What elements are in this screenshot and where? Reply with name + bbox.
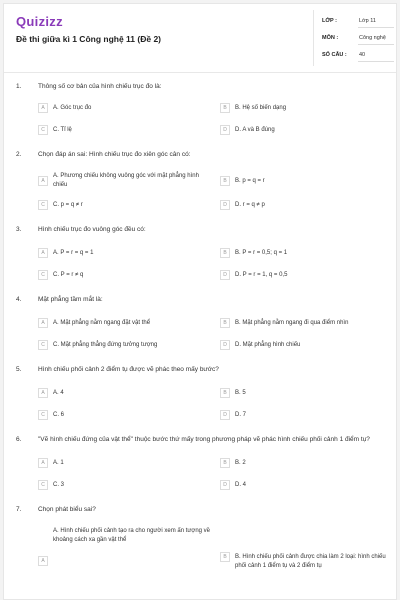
option-text: D. r = q ≠ p	[235, 202, 265, 208]
meta-underline	[358, 44, 394, 45]
option-letter-box: B	[220, 176, 230, 186]
meta-underline	[358, 27, 394, 28]
question-number: 7.	[16, 506, 22, 513]
option-letter-box: C	[38, 270, 48, 280]
question-number: 2.	[16, 151, 22, 158]
meta-row-subject	[322, 31, 396, 47]
meta-value: 40	[359, 52, 366, 58]
question-text: Chọn phát biểu sai?	[38, 506, 96, 513]
option-letter-box: C	[38, 410, 48, 420]
option-letter-box: A	[38, 388, 48, 398]
meta-key: LỚP :	[322, 18, 337, 24]
option-text: C. 6	[53, 412, 65, 418]
option-letter-box: A	[38, 103, 48, 113]
meta-value: Công nghệ	[359, 35, 386, 41]
option-letter-box: D	[220, 410, 230, 420]
option-text: B. 2	[235, 460, 246, 466]
meta-value: Lớp 11	[359, 18, 376, 24]
option-text: B. Hình chiếu phối cảnh được chia làm 2 loại: hình chiếu phối cảnh 1 điểm tụ và 2 điểm tụ	[235, 554, 386, 569]
option-text: B. Mặt phẳng nằm ngang đi qua điểm nhìn	[235, 320, 349, 326]
option-letter-box: D	[220, 125, 230, 135]
question-number: 5.	[16, 366, 22, 373]
question-text: Thông số cơ bản của hình chiếu trục đo là:	[38, 83, 162, 90]
worksheet-header	[4, 4, 398, 72]
option-text: C. Mặt phẳng thẳng đứng tưởng tượng	[53, 342, 158, 348]
option-letter-box: B	[220, 388, 230, 398]
option-text: D. A và B đúng	[235, 127, 275, 133]
worksheet-title: Đề thi giữa kì 1 Công nghệ 11 (Đề 2)	[16, 34, 162, 44]
option-text: A. 1	[53, 460, 64, 466]
question-text: Hình chiếu trục đo vuông góc đều có:	[38, 226, 146, 233]
question-text: "Vẽ hình chiếu đứng của vật thể" thuộc bước thứ mấy trong phương pháp vẽ phác hình chiếu phối cảnh 1 điểm tụ?	[38, 436, 370, 443]
option-text: B. p = q = r	[235, 178, 265, 184]
option-letter-box: B	[220, 552, 230, 562]
question-number: 1.	[16, 83, 22, 90]
option-letter-box: D	[220, 340, 230, 350]
option-letter-box: A	[38, 318, 48, 328]
option-letter-box: B	[220, 248, 230, 258]
option-text: A. P = r = q = 1	[53, 250, 94, 256]
option-letter-box: C	[38, 200, 48, 210]
meta-key: MÔN :	[322, 35, 339, 41]
option-text: A. Hình chiếu phối cảnh tạo ra cho người xem ấn tượng về khoảng cách xa gần vật thể	[53, 528, 210, 543]
option-letter-box: B	[220, 458, 230, 468]
question-text: Mặt phẳng tầm mắt là:	[38, 296, 103, 303]
question-text: Chọn đáp án sai: Hình chiếu trục đo xiên góc cân có:	[38, 151, 191, 158]
option-letter-box: A	[38, 556, 48, 566]
quizizz-logo: Quizizz	[16, 14, 63, 29]
option-letter-box: C	[38, 480, 48, 490]
option-letter-box: B	[220, 318, 230, 328]
option-text: C. P = r ≠ q	[53, 272, 84, 278]
meta-key: SỐ CÂU :	[322, 52, 347, 58]
option-text: A. Phương chiếu không vuông góc với mặt phẳng hình chiếu	[53, 173, 199, 188]
worksheet-page	[3, 3, 397, 600]
question-number: 6.	[16, 436, 22, 443]
question-number: 3.	[16, 226, 22, 233]
option-letter-box: B	[220, 103, 230, 113]
option-letter-box: C	[38, 125, 48, 135]
option-text: A. Góc trục đo	[53, 105, 92, 111]
option-text: C. p = q ≠ r	[53, 202, 83, 208]
option-text: D. 4	[235, 482, 247, 488]
option-text: B. Hệ số biến dạng	[235, 105, 287, 111]
option-text: D. P = r = 1, q = 0,5	[235, 272, 288, 278]
option-letter-box: D	[220, 200, 230, 210]
option-letter-box: D	[220, 270, 230, 280]
meta-row-count	[322, 48, 396, 64]
option-letter-box: A	[38, 248, 48, 258]
meta-underline	[358, 61, 394, 62]
question-text: Hình chiếu phối cảnh 2 điểm tụ được vẽ phác theo mấy bước?	[38, 366, 219, 373]
option-text: D. Mặt phẳng hình chiếu	[235, 342, 301, 348]
option-letter-box: A	[38, 176, 48, 186]
option-letter-box: A	[38, 458, 48, 468]
header-divider	[4, 72, 396, 73]
option-text: A. 4	[53, 390, 64, 396]
question-number: 4.	[16, 296, 22, 303]
option-text: B. P = r = 0,5; q = 1	[235, 250, 288, 256]
option-text: A. Mặt phẳng nằm ngang đặt vật thể	[53, 320, 151, 326]
option-letter-box: D	[220, 480, 230, 490]
option-text: C. 3	[53, 482, 65, 488]
meta-panel	[313, 10, 394, 66]
option-text: D. 7	[235, 412, 247, 418]
option-text: C. Tỉ lệ	[53, 127, 72, 133]
meta-row-class	[322, 14, 396, 30]
option-text: B. 5	[235, 390, 246, 396]
option-letter-box: C	[38, 340, 48, 350]
